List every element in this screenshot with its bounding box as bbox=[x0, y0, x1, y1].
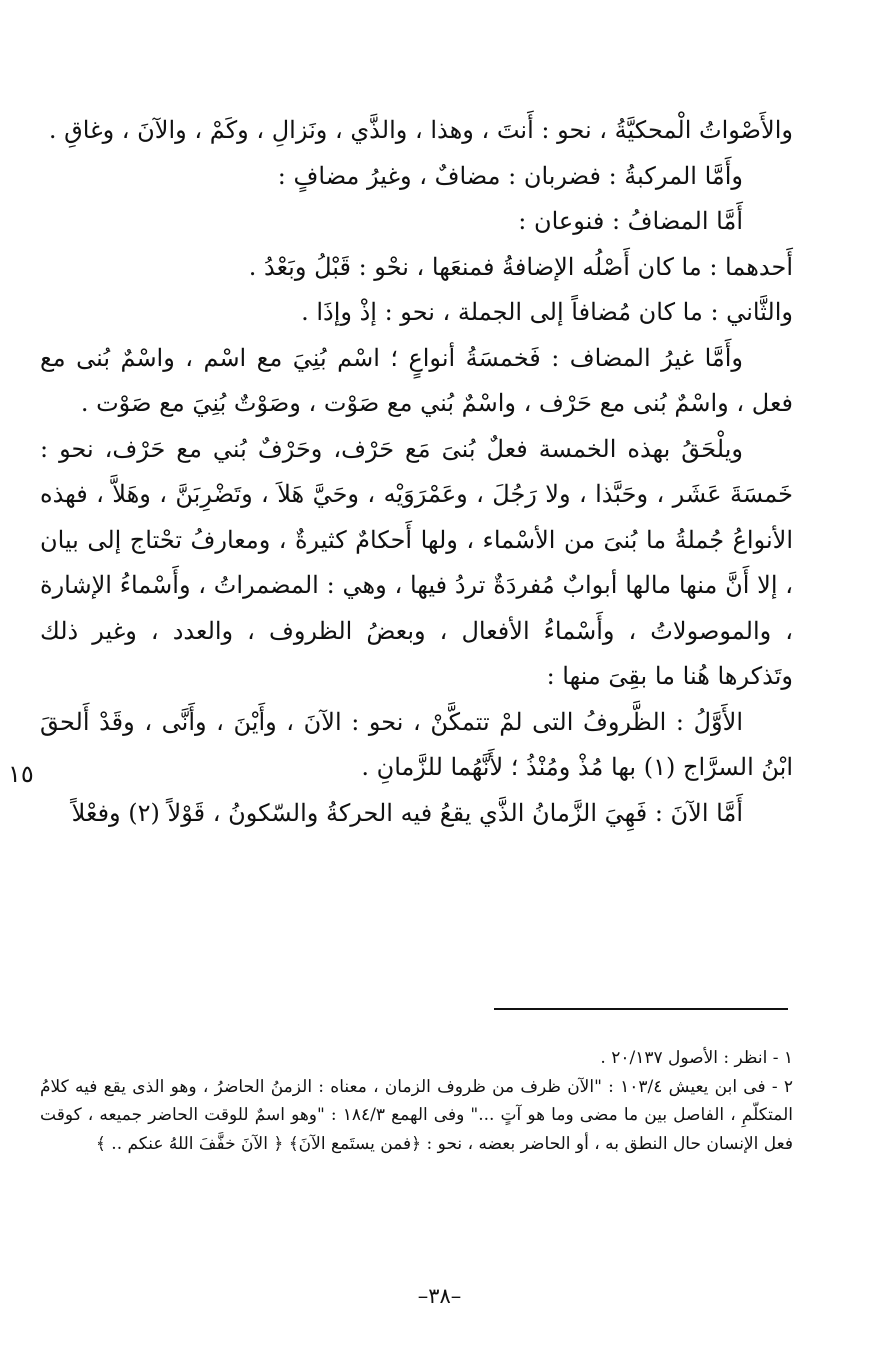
paragraph-5: والثَّاني : ما كان مُضافاً إلى الجملة ، نحو : إذْ وإذَا . bbox=[301, 298, 793, 326]
paragraph-4: أَحدهما : ما كان أَصْلُه الإضافةُ فمنعَها ، نحْو : قَبْلُ وبَعْدُ . bbox=[248, 252, 793, 281]
main-text bbox=[40, 108, 793, 836]
margin-line-number: ١٥ bbox=[8, 760, 34, 788]
footnote-2: ٢ - فى ابن يعيش ١٠٣/٤ : "الآن ظرف من ظروف الزمان ، معناه : الزمنُ الحاضرُ ، وهو الذى يقع فيه كلامُ المتكلّمِ ، الفاصل بين ما مضى وما هو آتٍ ..." وفى الهمع ١٨٤/٣ : "وهو اسمٌ للوقت الحاضر جميعه ، كوقت فعل الإنسان حال النطق به ، أو الحاضر بعضه ، نحو : ﴿فمن يستَمع الآنَ﴾ ﴿ الآنَ خفَّفَ اللهُ عنكم .. ﴾ bbox=[40, 1076, 793, 1154]
paragraph-8: الأَوَّلُ : الظَّروفُ التى لمْ تتمكَّنْ ، نحو : الآنَ ، وأَيْنَ ، وأَنَّى ، وقَدْ أَلحقَ ابْنُ السرَّاج (١) بها مُذْ ومُنْذُ ؛ لأَنَّهُما للزَّمانِ . bbox=[40, 707, 793, 781]
paragraph-1: والأَصْواتُ الْمحكيَّةُ ، نحو : أَنتَ ، وهذا ، والذَّي ، ونَزالِ ، وكَمْ ، والآنَ ، وغاقِ . bbox=[48, 116, 793, 144]
paragraph-6: وأَمَّا غيرُ المضاف : فَخمسَةُ أنواعٍ ؛ اسْم بُنِيَ مع اسْم ، واسْمٌ بُنى مع فعل ، واسْمٌ بُنى مع حَرْف ، واسْمٌ بُني مع صَوْت ، وصَوْتٌ بُنِيَ مع صَوْت . bbox=[40, 343, 793, 417]
paragraph-7: ويلْحَقُ بهذه الخمسة فعلٌ بُنىَ مَع حَرْف، وحَرْفٌ بُني مع حَرْف، نحو : خَمسَةَ عَشَر ، وحَبَّذا ، ولا رَجُلَ ، وعَمْرَوَيْه ، وحَيَّ هَلاَ ، وتَضْرِبَنَّ ، وهَلاَّ ، فهذه الأنواعُ جُملةُ ما بُنىَ من الأسْماء ، ولها أَحكامٌ كثيرةٌ ، ومعارفُ تحْتاج إلى بيان ، إلا أَنَّ منها مالها أبوابٌ مُفردَةٌ تردُ فيها ، وهي : المضمراتُ ، وأَسْماءُ الإشارة ، والموصولاتُ ، وأَسْماءُ الأفعال ، وبعضُ الظروف ، والعدد ، وغير ذلك وتَذكرها هُنا ما بقِىَ منها : bbox=[40, 434, 793, 690]
paragraph-3: أَمَّا المضافُ : فنوعان : bbox=[518, 207, 743, 235]
page-number: –٣٨– bbox=[417, 1284, 462, 1308]
footnote-separator bbox=[494, 1008, 788, 1010]
footnotes bbox=[40, 1044, 793, 1158]
footnote-1: ١ - انظر : الأصول ٢٠/١٣٧ . bbox=[600, 1048, 793, 1068]
paragraph-9: أَمَّا الآنَ : فَهِيَ الزَّمانُ الذَّي يقعُ فيه الحركةُ والسّكونُ ، قَوْلاً (٢) وفعْلاً bbox=[71, 798, 743, 827]
paragraph-2: وأَمَّا المركبةُ : فضربان : مضافٌ ، وغيرُ مضافٍ : bbox=[277, 161, 743, 190]
